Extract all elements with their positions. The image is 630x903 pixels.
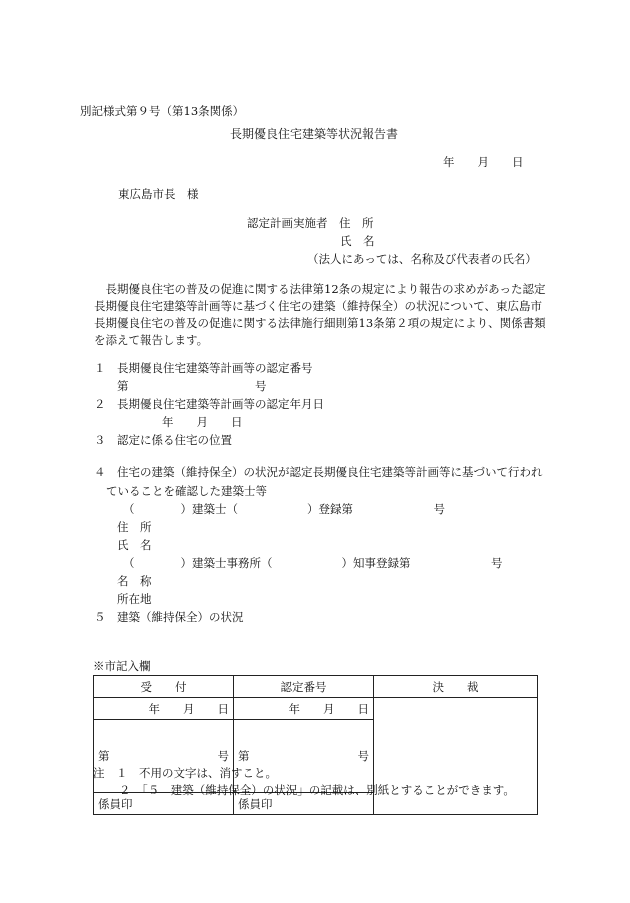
office-location-label: 所在地 xyxy=(117,592,152,606)
architect-address-label: 住 所 xyxy=(117,520,152,534)
item3-title: ３ 認定に係る住宅の位置 xyxy=(94,433,232,447)
cert-number-cell xyxy=(234,720,374,793)
addressee: 東広島市長 様 xyxy=(118,187,199,201)
form-label: 別記様式第９号（第13条関係） xyxy=(80,104,245,118)
office-name-label: 名 称 xyxy=(117,574,152,588)
body-line: 長期優良住宅の普及の促進に関する法律第12条の規定により報告の求めがあった認定 xyxy=(94,282,546,296)
body-line: 長期優良住宅建築等計画等に基づく住宅の建築（維持保全）の状況について、東広島市 xyxy=(94,299,543,313)
reception-seal-cell: 係員印 xyxy=(94,793,234,815)
body-line: を添えて報告します。 xyxy=(94,333,209,347)
number-prefix: 第 xyxy=(238,749,250,763)
header-approval: 決 裁 xyxy=(374,676,538,698)
office-use-label: ※市記入欄 xyxy=(93,659,151,673)
body-line: 長期優良住宅の普及の促進に関する法律施行細則第13条第２項の規定により、関係書類 xyxy=(94,316,546,330)
note-1: 注 １ 不用の文字は、消すこと。 xyxy=(93,766,277,780)
header-cert-number: 認定番号 xyxy=(234,676,374,698)
item2-date: 年 月 日 xyxy=(162,415,243,429)
reception-number-cell xyxy=(94,720,234,793)
table-row xyxy=(94,698,538,720)
office-line: （ ）建築士事務所（ ）知事登録第 号 xyxy=(123,556,503,570)
table-row xyxy=(94,676,538,698)
item4-title: ４ 住宅の建築（維持保全）の状況が認定長期優良住宅建築等計画等に基づいて行われ xyxy=(94,465,543,479)
cert-date-cell: 年 月 日 xyxy=(234,698,374,720)
header-reception: 受 付 xyxy=(94,676,234,698)
applicant-address-label: 認定計画実施者 住 所 xyxy=(247,216,374,230)
note-2: ２ 「５ 建築（維持保全）の状況」の記載は、別紙とすることができます。 xyxy=(119,783,515,797)
architect-line: （ ）建築士（ ）登録第 号 xyxy=(123,502,445,516)
cert-seal-cell: 係員印 xyxy=(234,793,374,815)
number-suffix: 号 xyxy=(357,749,369,763)
item1-number: 第 号 xyxy=(117,379,267,393)
number-suffix: 号 xyxy=(217,749,229,763)
item5-title: ５ 建築（維持保全）の状況 xyxy=(94,610,244,624)
applicant-name-label: 氏 名 xyxy=(340,234,375,248)
architect-name-label: 氏 名 xyxy=(117,538,152,552)
corporate-note: （法人にあっては、名称及び代表者の氏名） xyxy=(307,252,537,266)
item4-title-cont: ていることを確認した建築士等 xyxy=(106,484,267,498)
report-date: 年 月 日 xyxy=(443,155,524,169)
item2-title: ２ 長期優良住宅建築等計画等の認定年月日 xyxy=(94,397,324,411)
reception-date-cell: 年 月 日 xyxy=(94,698,234,720)
number-prefix: 第 xyxy=(98,749,110,763)
item1-title: １ 長期優良住宅建築等計画等の認定番号 xyxy=(94,361,313,375)
document-title: 長期優良住宅建築等状況報告書 xyxy=(230,127,399,141)
